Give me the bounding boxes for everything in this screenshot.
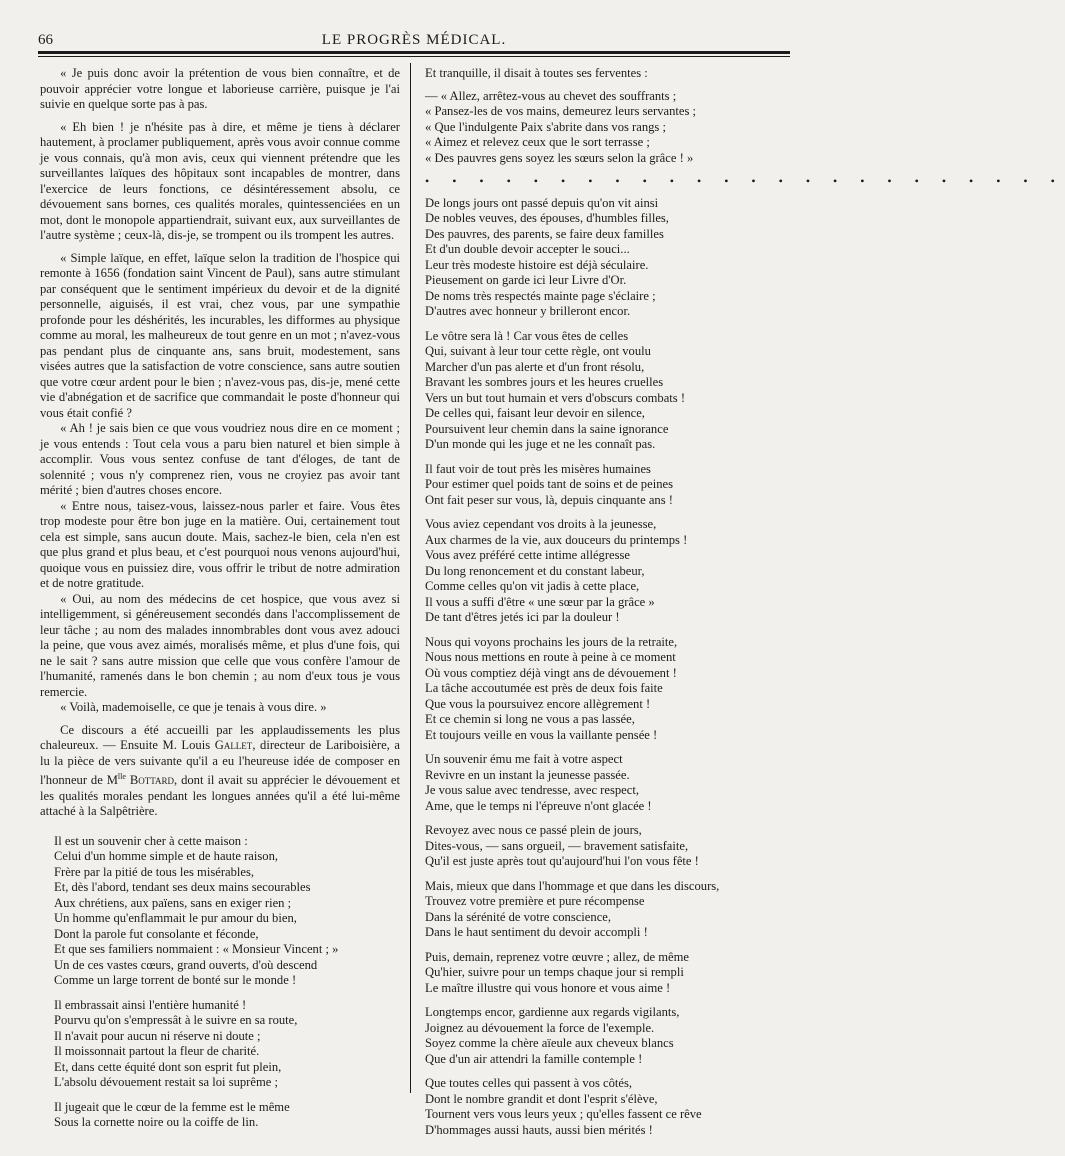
poem-line: Frère par la pitié de tous les misérables, <box>54 864 255 879</box>
poem-stanza <box>425 517 787 626</box>
poem-stanza <box>425 752 787 814</box>
poem-line: Et toujours veille en vous la vaillante pensée ! <box>425 727 658 742</box>
poem-line: Marcher d'un pas alerte et d'un front résolu, <box>425 359 645 374</box>
left-column <box>40 66 400 1131</box>
ellipsis-dots-separator: • • • • • • • • • • • • • • • • • • • • • • • • <box>425 174 1065 188</box>
poem-line: Nous nous mettions en route à peine à ce moment <box>425 650 676 664</box>
poem-line: Un de ces vastes cœurs, grand ouverts, d'où descend <box>54 957 318 972</box>
poem-line: De celles qui, faisant leur devoir en silence, <box>425 406 645 420</box>
poem-line: Ont fait peser sur vous, là, depuis cinquante ans ! <box>425 492 673 507</box>
poem-line: Dans le haut sentiment du devoir accompli ! <box>425 925 648 939</box>
poem-line: Je vous salue avec tendresse, avec respect, <box>425 783 639 797</box>
poem-line: Bravant les sombres jours et les heures cruelles <box>425 375 664 389</box>
speech-paragraph: « Eh bien ! je n'hésite pas à dire, et même je tiens à déclarer hautement, à proclamer publiquement, après vous avoir connue comme je vous connais, qu'à mon avis, ceux qui viennent prétendre que les surveillantes laïques des hôpitaux sont incapables de montrer, dans l'exercice de leurs fonctions, ce désintéressement absolu, ce dévouement sans bornes, ces qualités morales, quintessenciées en un mot, dont le monopole appartiendrait, suivant eux, aux surveillantes de l'autre système ; ceux-là, dis-je, se trompent ou ils trompent les autres. <box>40 119 400 242</box>
poem-line: Il jugeait que le cœur de la femme est le même <box>54 1099 290 1114</box>
poem-line: D'un monde qui les juge et ne les connaît pas. <box>425 437 656 451</box>
speech-paragraph: « Je puis donc avoir la prétention de vous bien connaître, et de pouvoir apprécier votre longue et laborieuse carrière, puisque je l'ai suivie en quelque sorte pas à pas. <box>40 66 400 111</box>
poem-line: Qu'il est juste après tout qu'aujourd'hui l'on vous fête ! <box>425 854 699 868</box>
poem-line: Nous qui voyons prochains les jours de la retraite, <box>425 634 678 649</box>
narrative-text-3: , dont il avait su apprécier le dévouement et les qualités morales pendant les longues années qu'il a été lui-même attaché à la Salpêtrière. <box>40 773 400 819</box>
poem-line: Il n'avait pour aucun ni réserve ni doute ; <box>54 1028 261 1043</box>
poem-line: Trouvez votre première et pure récompense <box>425 894 645 908</box>
poem-line: Aux chrétiens, aux païens, sans en exiger rien ; <box>54 895 292 910</box>
poem-line: De longs jours ont passé depuis qu'on vit ainsi <box>425 195 659 210</box>
poem-line: La tâche accoutumée est près de deux fois faite <box>425 681 663 695</box>
poem-line: Il faut voir de tout près les misères humaines <box>425 461 651 476</box>
speech-paragraphs <box>40 66 400 716</box>
poem-line: D'hommages aussi hauts, aussi bien mérités ! <box>425 1122 653 1137</box>
poem-line: Et d'un double devoir accepter le souci... <box>425 242 630 256</box>
poem-line: Des pauvres, des parents, se faire deux familles <box>425 226 664 241</box>
poem-line: Pourvu qu'on s'empressât à le suivre en sa route, <box>54 1013 298 1028</box>
poem-line: Dont la parole fut consolante et féconde, <box>54 926 259 941</box>
poem-line: De noms très respectés mainte page s'éclaire ; <box>425 288 656 303</box>
speech-paragraph: « Voilà, mademoiselle, ce que je tenais à vous dire. » <box>60 700 327 714</box>
poem-stanza <box>425 196 787 320</box>
speech-paragraph: « Entre nous, taisez-vous, laissez-nous parler et faire. Vous êtes trop modeste pour être bon juge en la matière. Oui, certainement tout cela est simple, sans aucun doute. Mais, sachez-le bien, cela n'en est que plus grand et plus beau, et c'est pourquoi nous venons aujourd'hui, quoique vous en puissiez dire, vous offrir le tribut de notre admiration et de notre gratitude. <box>40 498 400 590</box>
poem-line: Le maître illustre qui vous honore et vous aime ! <box>425 980 671 995</box>
poem-line: Que toutes celles qui passent à vos côtés, <box>425 1076 633 1090</box>
poem-stanza <box>425 1076 787 1138</box>
poem-line: Soyez comme la chère aïeule aux cheveux blancs <box>425 1036 674 1050</box>
poem-line: De nobles veuves, des épouses, d'humbles filles, <box>425 211 669 225</box>
poem-line: Le vôtre sera là ! Car vous êtes de celles <box>425 328 629 343</box>
poem-stanza <box>425 950 787 997</box>
page-header <box>38 30 790 52</box>
honorific-superscript: lle <box>117 772 126 781</box>
header-rule-thin <box>38 56 790 57</box>
poem-line: Et ce chemin si long ne vous a pas lassée, <box>425 712 635 726</box>
poem-line: Ame, que le temps ni l'épreuve n'ont glacée ! <box>425 798 652 813</box>
quoted-verse-line: « Des pauvres gens soyez les sœurs selon la grâce ! » <box>425 150 694 165</box>
speech-paragraph: « Oui, au nom des médecins de cet hospice, que vous avez si intelligemment, si généreusement secondés dans l'accomplissement de leur tâche ; au nom des malades innombrables dont vous avez adouci la peine, que vous avez aimés, moralisés même, et plus d'une fois, qui ne le sait ? sans autre mission que celle que vous confère l'amour de l'humanité, ramenés dans le bon chemin ; au nom d'eux tous je vous remercie. <box>40 591 400 699</box>
poem-stanza <box>425 329 787 453</box>
poem-line: Dans la sérénité de votre conscience, <box>425 909 612 924</box>
poem-line: Il est un souvenir cher à cette maison : <box>54 833 248 848</box>
poem-line: Leur très modeste histoire est déjà séculaire. <box>425 257 649 272</box>
poem-stanza <box>425 1005 787 1067</box>
poem-line: Dont le nombre grandit et dont l'esprit s'élève, <box>425 1091 658 1106</box>
poem-line: Aux charmes de la vie, aux douceurs du printemps ! <box>425 532 688 547</box>
poem-line: Il embrassait ainsi l'entière humanité ! <box>54 997 247 1012</box>
poem-line: Et, dans cette équité dont son esprit fut plein, <box>54 1059 282 1074</box>
poem-intro-line: Et tranquille, il disait à toutes ses ferventes : <box>425 66 648 80</box>
person-name-bottard: Bottard <box>129 773 175 788</box>
poem-line: Pieusement on garde ici leur Livre d'Or. <box>425 273 627 287</box>
poem-line: Comme celles qu'on vit jadis à cette place, <box>425 579 640 593</box>
poem-line: Puis, demain, reprenez votre œuvre ; allez, de même <box>425 949 690 964</box>
page-number: 66 <box>38 32 53 48</box>
column-divider <box>410 63 411 1093</box>
poem-line: Du long renoncement et du constant labeur, <box>425 563 645 578</box>
poem-stanza <box>425 879 787 941</box>
poem-line: Il moissonnait partout la fleur de charité. <box>54 1044 260 1059</box>
poem-line: Dites-vous, — sans orgueil, — bravement satisfaite, <box>425 838 689 853</box>
quoted-verse-line: — « Allez, arrêtez-vous au chevet des souffrants ; <box>425 88 677 103</box>
poem-right <box>425 196 787 1139</box>
speech-paragraph: « Simple laïque, en effet, laïque selon la tradition de l'hospice qui remonte à 1656 (fondation saint Vincent de Paul), sans autre stimulant par conséquent que le sentiment impérieux du devoir et de la dignité personnelle, aiguisés, il est vrai, chez vous, par une sympathie profonde pour les déshérités, les incurables, les difformes au physique comme au moral, les malheureux de tout genre en un mot ; n'avez-vous pas pendant plus de cinquante ans, sans bruit, modestement, sans visées autres que la satisfaction de votre conscience, sans autre soutien que votre cœur ardent pour le bien ; n'avez-vous pas, dis-je, mené cette vie d'abnégation et de sacrifice que commandait le poste d'honneur qui vous était confié ? <box>40 250 400 420</box>
poem-line: Un homme qu'enflammait le pur amour du bien, <box>54 911 297 926</box>
narrative-text-2: , directeur de Lariboisière, a lu la pièce de vers suivante qu'il a eu l'heureuse idée de composer en l'honneur de M <box>40 738 400 788</box>
right-column <box>425 66 1065 1138</box>
poem-line: Que d'un air attendri la famille contemple ! <box>425 1051 643 1066</box>
journal-title: LE PROGRÈS MÉDICAL. <box>321 32 507 48</box>
poem-line: Revoyez avec nous ce passé plein de jours, <box>425 823 642 837</box>
poem-line: Où vous comptiez déjà vingt ans de dévouement ! <box>425 665 677 680</box>
poem-stanza <box>40 834 400 989</box>
poem-line: Et que ses familiers nommaient : « Monsieur Vincent ; » <box>54 942 339 957</box>
speech-paragraph: « Ah ! je sais bien ce que vous voudriez nous dire en ce moment ; je vous entends : Tout cela vous a paru bien naturel et bien simple à accomplir. Vous vous sentez confuse de tant d'éloges, de tant de solennité ; vous n'y comprenez rien, vous ne croyiez pas avoir tant mérité ; bien d'autres choses encore. <box>40 421 400 497</box>
poem-stanza <box>40 1100 400 1131</box>
poem-line: Mais, mieux que dans l'hommage et que dans les discours, <box>425 878 720 893</box>
quoted-verses <box>425 89 787 167</box>
poem-line: Que vous la poursuivez encore allègrement ! <box>425 696 651 711</box>
poem-line: De tant d'êtres jetés ici par la douleur ! <box>425 610 620 624</box>
person-name-gallet: Gallet <box>214 738 253 752</box>
poem-line: D'autres avec honneur y brilleront encor. <box>425 304 631 318</box>
poem-stanza <box>425 823 787 870</box>
poem-stanza <box>40 998 400 1091</box>
quoted-verse-line: « Pansez-les de vos mains, demeurez leurs servantes ; <box>425 104 697 118</box>
poem-line: Et, dès l'abord, tendant ses deux mains secourables <box>54 880 311 895</box>
narrative-text-1: Ce discours a été accueilli par les applaudissements les plus chaleureux. — Ensuite M. Louis <box>40 722 400 752</box>
poem-stanza <box>425 635 787 744</box>
poem-line: Il vous a suffi d'être « une sœur par la grâce » <box>425 594 655 609</box>
poem-line: Vers un but tout humain et vers d'obscurs combats ! <box>425 390 686 405</box>
poem-line: Qui, suivant à leur tour cette règle, ont voulu <box>425 344 651 358</box>
poem-line: Vous aviez cependant vos droits à la jeunesse, <box>425 517 657 531</box>
header-rule-thick <box>38 51 790 54</box>
quoted-verse-line: « Que l'indulgente Paix s'abrite dans vos rangs ; <box>425 119 666 134</box>
poem-line: Revivre en un instant la jeunesse passée. <box>425 767 630 782</box>
poem-line: Un souvenir ému me fait à votre aspect <box>425 752 623 766</box>
poem-line: Sous la cornette noire ou la coiffe de lin. <box>54 1115 259 1130</box>
poem-stanza <box>425 462 787 509</box>
narrative-paragraph <box>40 723 400 820</box>
poem-line: Joignez au dévouement la force de l'exemple. <box>425 1020 655 1035</box>
poem-line: Vous avez préféré cette intime allégresse <box>425 548 631 562</box>
poem-line: Longtemps encor, gardienne aux regards vigilants, <box>425 1005 680 1019</box>
poem-line: L'absolu dévouement restait sa loi suprême ; <box>54 1075 279 1090</box>
poem-line: Celui d'un homme simple et de haute raison, <box>54 849 279 864</box>
poem-line: Pour estimer quel poids tant de soins et de peines <box>425 477 673 491</box>
poem-left <box>40 834 400 1131</box>
poem-line: Qu'hier, suivre pour un temps chaque jour si rempli <box>425 965 684 979</box>
poem-line: Comme un large torrent de bonté sur le monde ! <box>54 973 297 988</box>
poem-line: Poursuivent leur chemin dans la saine ignorance <box>425 421 669 436</box>
quoted-verse-line: « Aimez et relevez ceux que le sort terrasse ; <box>425 135 650 149</box>
poem-line: Tournent vers vous leurs yeux ; qu'elles fassent ce rêve <box>425 1107 702 1121</box>
